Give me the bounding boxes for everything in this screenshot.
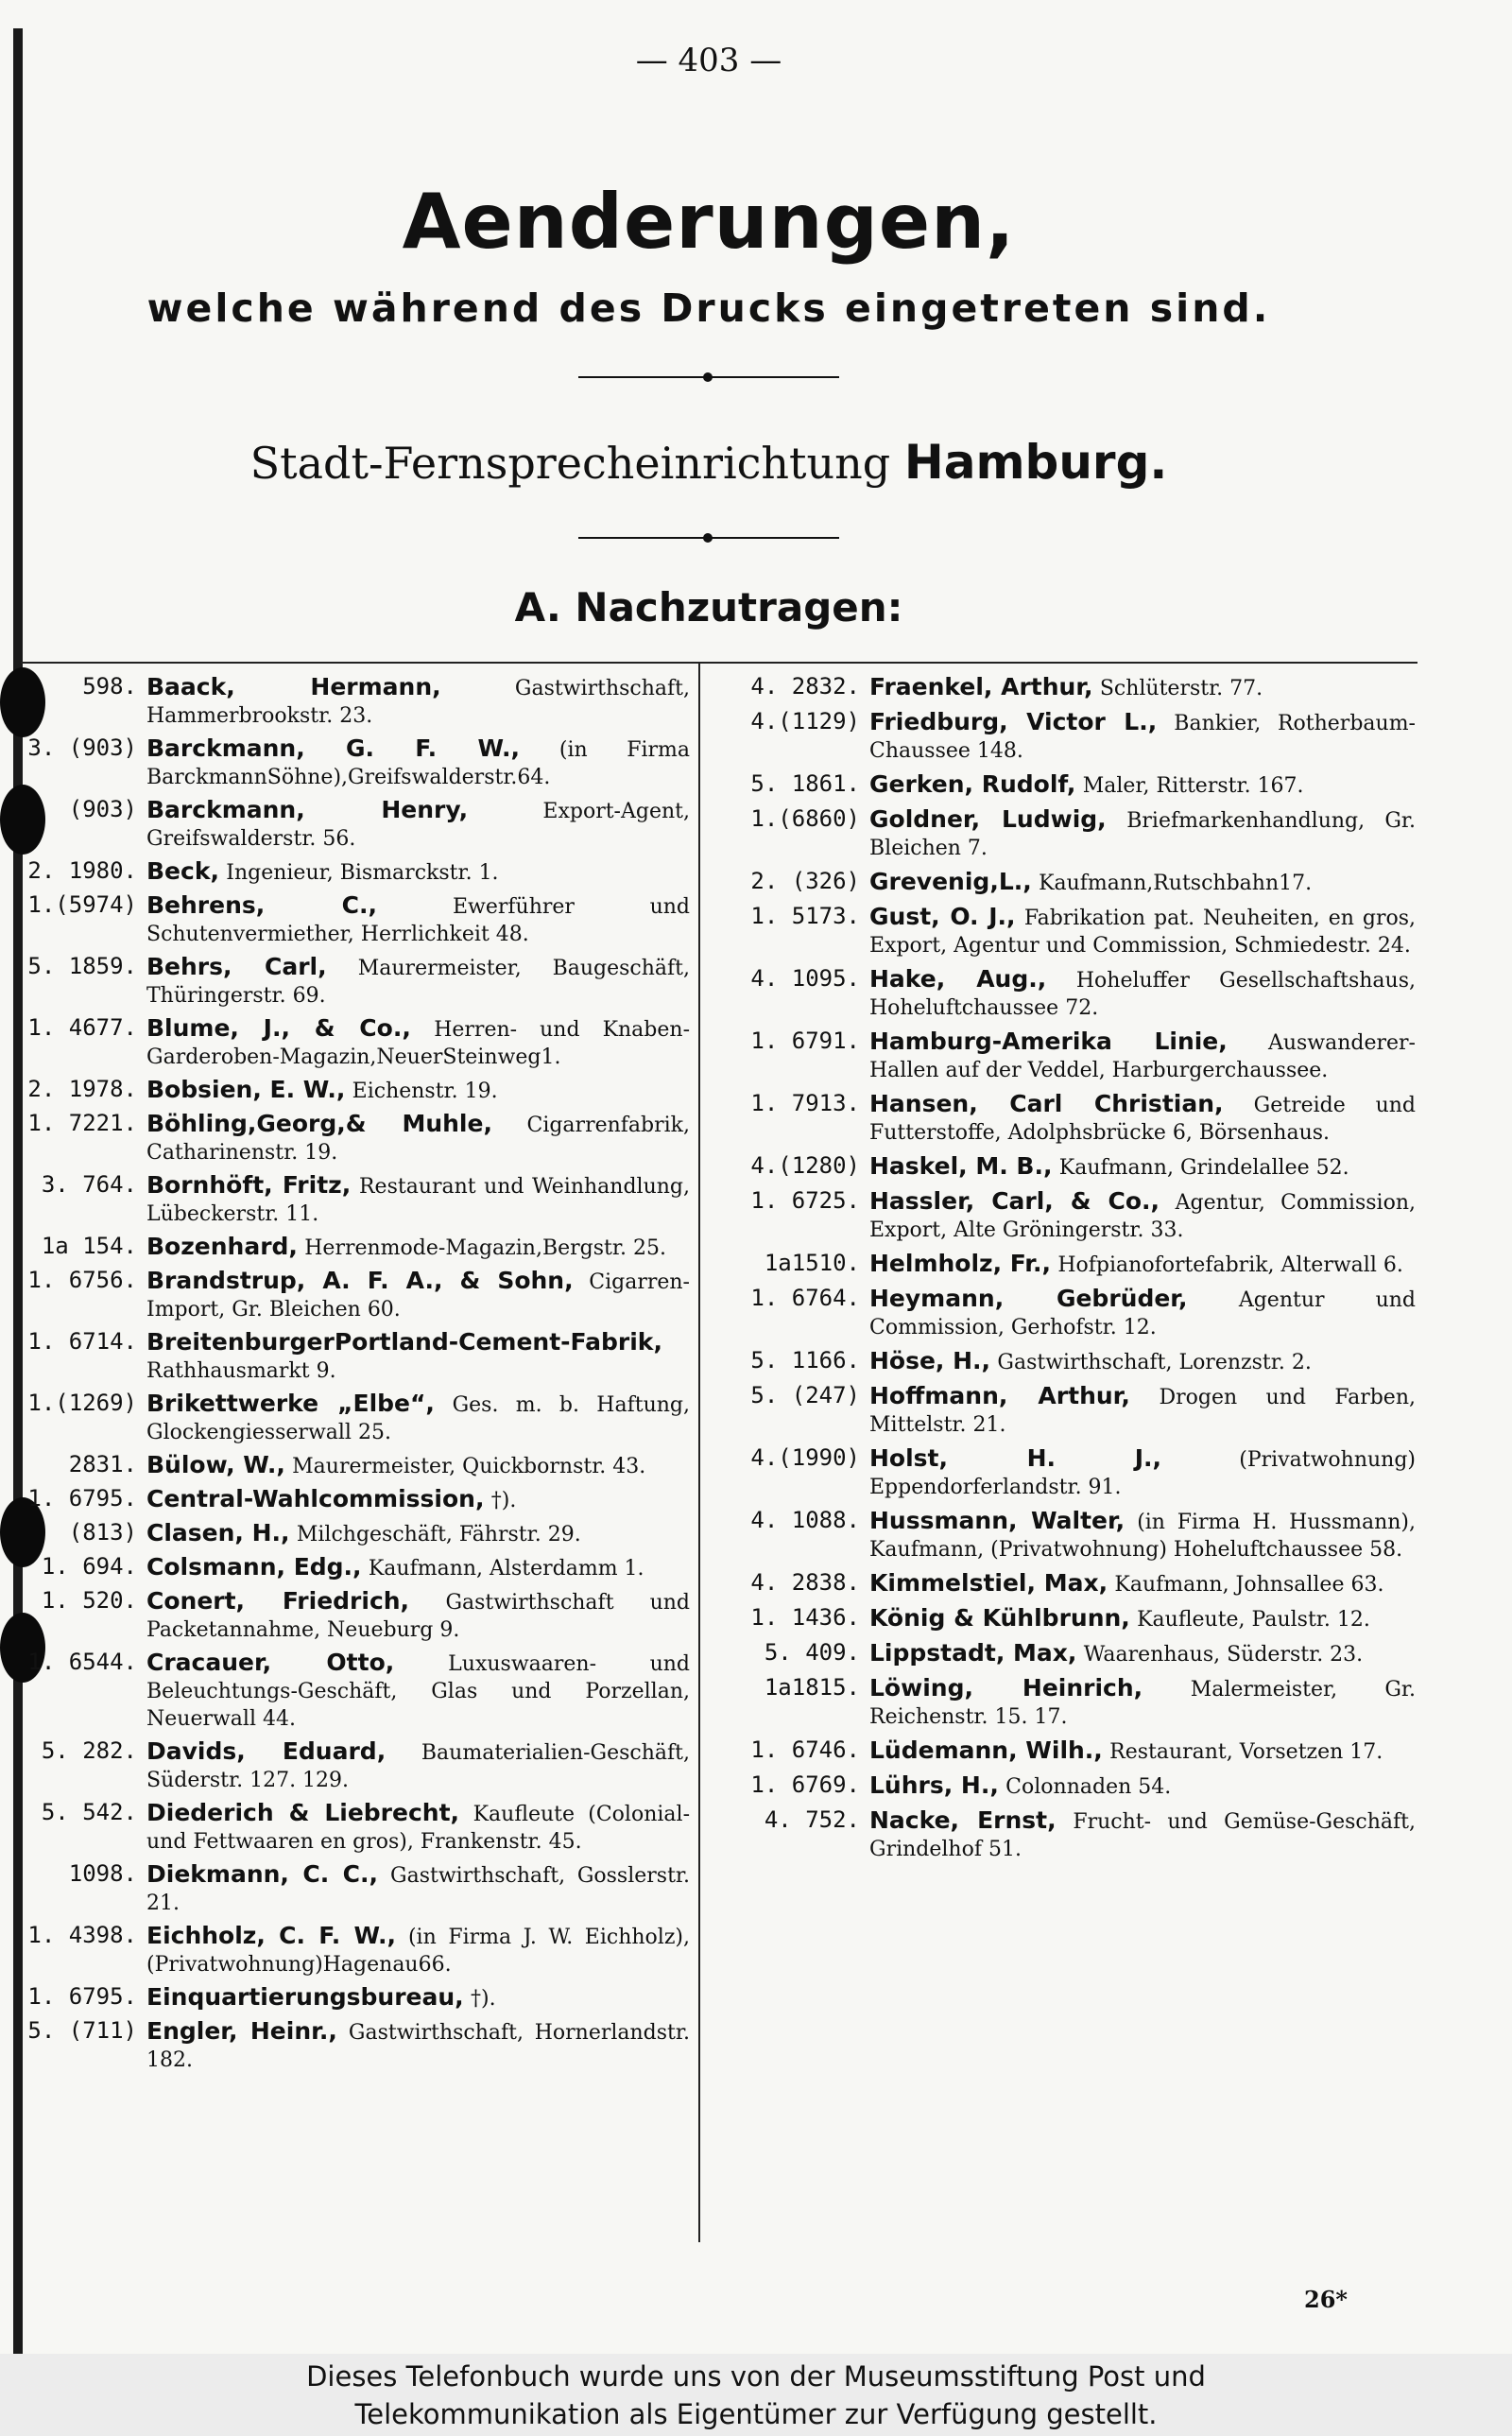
subscriber-name: Behrens, C.,: [146, 891, 377, 919]
phone-number: 1. 6714.: [27, 1328, 137, 1355]
page-subtitle: welche während des Drucks eingetreten sind.: [146, 285, 1271, 331]
section-prefix: Stadt-Fernsprecheinrichtung: [249, 438, 891, 489]
directory-entry: [726, 868, 1416, 897]
subscriber-name: Löwing, Heinrich,: [869, 1674, 1143, 1702]
subscriber-name: Hake, Aug.,: [869, 965, 1047, 993]
directory-entry: [9, 2017, 690, 2074]
phone-number: 1.(5974): [27, 891, 137, 918]
entry-text: [869, 965, 1416, 1022]
entry-text: [146, 1171, 690, 1228]
entry-text: [146, 953, 690, 1010]
entry-text: [146, 1110, 690, 1166]
subscriber-name: Holst, H. J.,: [869, 1444, 1161, 1472]
entry-text: [146, 1014, 690, 1071]
phone-number: 1. 6795.: [27, 1983, 137, 2010]
directory-entry: [726, 1382, 1416, 1439]
directory-entry: [726, 1604, 1416, 1633]
directory-entry: [9, 953, 690, 1010]
directory-entry: [726, 1152, 1416, 1182]
subscriber-name: Clasen, H.,: [146, 1519, 290, 1546]
subscriber-name: Diederich & Liebrecht,: [146, 1799, 460, 1826]
directory-entry: [9, 1983, 690, 2013]
directory-entry: [9, 1649, 690, 1733]
phone-number: 4. 2832.: [750, 673, 860, 700]
subscriber-name: Haskel, M. B.,: [869, 1152, 1053, 1180]
directory-entry: [9, 1587, 690, 1644]
subscriber-details: Herrenmode-Magazin,Bergstr. 25.: [304, 1236, 666, 1260]
table-rule: [21, 662, 1418, 664]
subscriber-details: (in Firma H. Hussmann), Kaufmann, (Privatwohnung) Hoheluftchaussee 58.: [869, 1511, 1416, 1562]
subscriber-name: Lührs, H.,: [869, 1771, 999, 1799]
entry-text: [146, 1451, 690, 1480]
subscriber-details: Gastwirthschaft, Hammerbrookstr. 23.: [146, 677, 690, 728]
subscriber-details: Kaufleute, Paulstr. 12.: [1137, 1608, 1370, 1632]
subscriber-details: Baumaterialien-Geschäft, Süderstr. 127. 129.: [146, 1741, 691, 1792]
directory-entry: [726, 1285, 1416, 1341]
subscriber-name: Helmholz, Fr.,: [869, 1250, 1052, 1277]
subscriber-name: Engler, Heinr.,: [146, 2017, 337, 2045]
subscriber-details: Restaurant und Weinhandlung, Lübeckerstr. 11.: [146, 1175, 690, 1226]
phone-number: 5. 409.: [764, 1639, 860, 1666]
subscriber-details: Schlüterstr. 77.: [1099, 677, 1263, 700]
footer-line: Telekommunikation als Eigentümer zur Verfügung gestellt.: [354, 2398, 1158, 2430]
subscriber-name: Bozenhard,: [146, 1233, 298, 1260]
entry-text: [146, 857, 690, 887]
subscriber-name: Grevenig,L.,: [869, 868, 1032, 895]
entry-text: [146, 1233, 690, 1262]
subscriber-name: Heymann, Gebrüder,: [869, 1285, 1188, 1312]
entry-text: [869, 1285, 1416, 1341]
directory-entry: [9, 1076, 690, 1105]
subscriber-details: Frucht- und Gemüse-Geschäft, Grindelhof 51.: [869, 1810, 1416, 1861]
subscriber-details: (in Firma J. W. Eichholz),(Privatwohnung)Hagenau66.: [146, 1926, 690, 1977]
phone-number: 1. 6769.: [750, 1771, 860, 1798]
entry-text: [869, 1806, 1416, 1863]
phone-number: 1a1510.: [764, 1250, 860, 1276]
phone-number: 1. 6764.: [750, 1285, 860, 1311]
entry-text: [869, 673, 1416, 702]
subscriber-name: Hansen, Carl Christian,: [869, 1090, 1224, 1117]
phone-number: 1.(1269): [27, 1390, 137, 1416]
directory-entry: [726, 1674, 1416, 1731]
entry-text: [146, 1328, 690, 1385]
phone-number: 2. 1978.: [27, 1076, 137, 1102]
phone-number: 1. 1436.: [750, 1604, 860, 1631]
phone-number: 5. 1861.: [750, 770, 860, 797]
subscriber-details: Kaufmann,Rutschbahn17.: [1039, 872, 1313, 895]
phone-number: 5. (711): [27, 2017, 137, 2044]
entry-text: [869, 1028, 1416, 1084]
phone-number: 4. 1095.: [750, 965, 860, 992]
directory-entry: [9, 1922, 690, 1978]
entry-text: [869, 903, 1416, 959]
directory-entry: [9, 1519, 690, 1548]
subscriber-name: Barckmann, Henry,: [146, 796, 469, 823]
directory-entry: [726, 1347, 1416, 1376]
footer-line: Dieses Telefonbuch wurde uns von der Museumsstiftung Post und: [306, 2360, 1206, 2393]
subscriber-name: Gerken, Rudolf,: [869, 770, 1076, 798]
subscriber-name: Eichholz, C. F. W.,: [146, 1922, 397, 1949]
entry-text: [869, 1347, 1416, 1376]
subscriber-details: Drogen und Farben, Mittelstr. 21.: [869, 1386, 1416, 1437]
subscriber-name: Blume, J., & Co.,: [146, 1014, 411, 1042]
subscriber-name: Colsmann, Edg.,: [146, 1553, 362, 1581]
phone-number: 3. (903): [27, 734, 137, 761]
phone-number: 5. (247): [750, 1382, 860, 1408]
subscriber-details: Malermeister, Gr. Reichenstr. 15. 17.: [869, 1678, 1416, 1729]
subscriber-name: Hassler, Carl, & Co.,: [869, 1187, 1160, 1215]
subscriber-details: Maler, Ritterstr. 167.: [1082, 774, 1304, 798]
subscriber-details: Auswanderer-Hallen auf der Veddel, Harburgerchaussee.: [869, 1031, 1416, 1082]
phone-number: 5. 282.: [41, 1737, 137, 1764]
entry-text: [146, 1553, 690, 1582]
phone-number: 1. 694.: [41, 1553, 137, 1580]
section-city: Hamburg.: [903, 435, 1168, 490]
phone-number: 3. 764.: [41, 1171, 137, 1198]
footer-notice: [0, 2354, 1512, 2436]
phone-number: 4. 1088.: [750, 1507, 860, 1533]
subscriber-name: Lüdemann, Wilh.,: [869, 1736, 1103, 1764]
subscriber-name: Barckmann, G. F. W.,: [146, 734, 520, 762]
subscriber-name: Lippstadt, Max,: [869, 1639, 1077, 1667]
entry-text: [146, 734, 690, 791]
directory-entry: [726, 673, 1416, 702]
subscriber-name: Hamburg-Amerika Linie,: [869, 1028, 1228, 1055]
directory-entry: [726, 1187, 1416, 1244]
subscriber-details: Luxuswaaren- und Beleuchtungs-Geschäft, Glas und Porzellan, Neuerwall 44.: [146, 1652, 691, 1731]
phone-number: 1. 4398.: [27, 1922, 137, 1948]
entry-text: [869, 1736, 1416, 1766]
entry-text: [869, 1382, 1416, 1439]
directory-entry: [9, 1014, 690, 1071]
subscriber-name: Hoffmann, Arthur,: [869, 1382, 1130, 1409]
entry-text: [869, 1152, 1416, 1182]
entry-text: [146, 1799, 690, 1856]
subscriber-name: Cracauer, Otto,: [146, 1649, 395, 1676]
entry-text: [869, 1250, 1416, 1279]
entry-text: [869, 1674, 1416, 1731]
directory-entry: [726, 1028, 1416, 1084]
subscriber-details: Restaurant, Vorsetzen 17.: [1109, 1740, 1383, 1764]
phone-number: 5. 542.: [41, 1799, 137, 1825]
phone-number: (903): [68, 796, 137, 822]
entry-text: [146, 1267, 690, 1323]
subsection-heading: A. Nachzutragen:: [514, 584, 903, 631]
directory-entry: [726, 1507, 1416, 1564]
directory-entry: [726, 1736, 1416, 1766]
phone-number: 5. 1166.: [750, 1347, 860, 1373]
entry-text: [869, 1639, 1416, 1668]
subscriber-details: Bankier, Rotherbaum-Chaussee 148.: [869, 712, 1416, 763]
subscriber-details: (in Firma BarckmannSöhne),Greifswalderstr.64.: [146, 738, 691, 789]
phone-number: 1. 5173.: [750, 903, 860, 929]
subscriber-name: Friedburg, Victor L.,: [869, 708, 1158, 735]
entry-text: [869, 1090, 1416, 1147]
entry-text: [146, 1587, 690, 1644]
entry-text: [869, 1507, 1416, 1564]
entry-text: [146, 1519, 690, 1548]
subscriber-details: Briefmarkenhandlung, Gr. Bleichen 7.: [869, 809, 1417, 860]
subscriber-name: Bülow, W.,: [146, 1451, 285, 1478]
directory-entry: [726, 1806, 1416, 1863]
directory-entry: [9, 1171, 690, 1228]
subscriber-details: Ingenieur, Bismarckstr. 1.: [226, 861, 499, 885]
subscriber-details: Milchgeschäft, Fährstr. 29.: [296, 1523, 581, 1546]
subscriber-details: Agentur, Commission, Export, Alte Gröningerstr. 33.: [869, 1191, 1416, 1242]
subscriber-details: Kaufmann, Grindelallee 52.: [1058, 1156, 1349, 1180]
phone-number: (813): [68, 1519, 137, 1546]
entry-text: [869, 1604, 1416, 1633]
phone-number: 598.: [82, 673, 137, 700]
subscriber-name: Davids, Eduard,: [146, 1737, 387, 1765]
subscriber-details: Herren- und Knaben-Garderoben-Magazin,NeuerSteinweg1.: [146, 1018, 691, 1069]
subscriber-name: Baack, Hermann,: [146, 673, 441, 700]
subscriber-name: Fraenkel, Arthur,: [869, 673, 1093, 700]
directory-entry: [9, 796, 690, 853]
subscriber-details: Maurermeister, Quickbornstr. 43.: [292, 1455, 646, 1478]
phone-number: 1a1815.: [764, 1674, 860, 1701]
directory-entry: [9, 1553, 690, 1582]
entry-text: [146, 891, 690, 948]
directory-entry: [726, 965, 1416, 1022]
subscriber-name: Bornhöft, Fritz,: [146, 1171, 352, 1199]
subscriber-name: Hussmann, Walter,: [869, 1507, 1125, 1534]
phone-number: 1. 7913.: [750, 1090, 860, 1116]
phone-number: 5. 1859.: [27, 953, 137, 979]
directory-entry: [726, 1444, 1416, 1501]
subscriber-name: Behrs, Carl,: [146, 953, 327, 980]
subscriber-details: Cigarrenfabrik, Catharinenstr. 19.: [146, 1114, 690, 1165]
phone-number: 1. 4677.: [27, 1014, 137, 1041]
entry-text: [146, 673, 690, 730]
phone-number: 2831.: [68, 1451, 137, 1477]
entry-text: [869, 1771, 1416, 1801]
entry-text: [146, 1983, 690, 2013]
directory-entry: [9, 1485, 690, 1514]
directory-entry: [9, 891, 690, 948]
entry-text: [146, 1922, 690, 1978]
subscriber-details: Ewerführer und Schutenvermiether, Herrlichkeit 48.: [146, 895, 691, 946]
subscriber-details: Ges. m. b. Haftung, Glockengiesserwall 25.: [146, 1393, 690, 1444]
subscriber-details: Fabrikation pat. Neuheiten, en gros, Export, Agentur und Commission, Schmiedestr. 24.: [869, 907, 1416, 958]
signature-mark: 26*: [1304, 2286, 1348, 2313]
subscriber-details: Export-Agent, Greifswalderstr. 56.: [146, 800, 690, 851]
subscriber-details: Hofpianofortefabrik, Alterwall 6.: [1057, 1253, 1403, 1277]
directory-entry: [9, 1233, 690, 1262]
phone-number: 1. 7221.: [27, 1110, 137, 1136]
phone-number: 1. 6746.: [750, 1736, 860, 1763]
entry-text: [146, 2017, 690, 2074]
subscriber-details: Colonnaden 54.: [1005, 1775, 1172, 1799]
phone-number: 1.(6860): [750, 805, 860, 832]
subscriber-details: Rathhausmarkt 9.: [146, 1359, 336, 1383]
subscriber-name: Beck,: [146, 857, 219, 885]
left-column: [9, 673, 690, 2079]
phone-number: 1a 154.: [41, 1233, 137, 1259]
entry-text: [146, 1076, 690, 1105]
directory-entry: [9, 1799, 690, 1856]
subscriber-details: †).: [470, 1987, 496, 2011]
directory-entry: [726, 1090, 1416, 1147]
column-rule: [698, 664, 700, 2242]
entry-text: [146, 1860, 690, 1917]
directory-entry: [726, 708, 1416, 765]
entry-text: [869, 805, 1416, 862]
subscriber-name: Gust, O. J.,: [869, 903, 1016, 930]
subscriber-details: Kaufmann, Johnsallee 63.: [1114, 1573, 1384, 1597]
phone-number: 4. 2838.: [750, 1569, 860, 1596]
section-heading: [0, 435, 1418, 490]
directory-entry: [9, 1328, 690, 1385]
phone-number: 2. 1980.: [27, 857, 137, 884]
entry-text: [146, 1485, 690, 1514]
phone-number: 1. 520.: [41, 1587, 137, 1614]
entry-text: [869, 770, 1416, 800]
subscriber-details: Kaufmann, Alsterdamm 1.: [368, 1557, 644, 1581]
page-number: — 403 —: [635, 42, 782, 79]
phone-number: 4. 752.: [764, 1806, 860, 1833]
phone-number: 4.(1990): [750, 1444, 860, 1471]
subscriber-details: Maurermeister, Baugeschäft, Thüringerstr. 69.: [146, 957, 690, 1008]
subscriber-name: Diekmann, C. C.,: [146, 1860, 378, 1888]
subscriber-name: Höse, H.,: [869, 1347, 991, 1374]
directory-entry: [726, 903, 1416, 959]
directory-entry: [9, 857, 690, 887]
entry-text: [869, 1569, 1416, 1598]
subscriber-name: Nacke, Ernst,: [869, 1806, 1057, 1834]
directory-entry: [9, 1390, 690, 1446]
directory-entry: [9, 1110, 690, 1166]
subscriber-name: Brikettwerke „Elbe“,: [146, 1390, 435, 1417]
subscriber-details: Kaufleute (Colonial- und Fettwaaren en gros), Frankenstr. 45.: [146, 1803, 691, 1854]
entry-text: [146, 1737, 690, 1794]
entry-text: [146, 1390, 690, 1446]
subscriber-details: Gastwirthschaft, Gosslerstr. 21.: [146, 1864, 691, 1915]
directory-entry: [9, 1267, 690, 1323]
page-title: Aenderungen,: [402, 178, 1016, 266]
entry-text: [146, 1649, 690, 1733]
directory-entry: [9, 1737, 690, 1794]
subscriber-details: Gastwirthschaft, Lorenzstr. 2.: [997, 1351, 1312, 1374]
subscriber-details: (Privatwohnung) Eppendorferlandstr. 91.: [869, 1448, 1416, 1499]
directory-entry: [9, 734, 690, 791]
phone-number: 1098.: [68, 1860, 137, 1887]
directory-entry: [726, 1250, 1416, 1279]
phone-number: 1. 6544.: [27, 1649, 137, 1675]
subscriber-details: Hoheluffer Gesellschaftshaus, Hoheluftchaussee 72.: [869, 969, 1416, 1020]
subscriber-name: Böhling,Georg,& Muhle,: [146, 1110, 492, 1137]
phone-number: 2. (326): [750, 868, 860, 894]
subscriber-details: Eichenstr. 19.: [352, 1080, 498, 1103]
phone-number: 4.(1280): [750, 1152, 860, 1179]
subscriber-details: Cigarren-Import, Gr. Bleichen 60.: [146, 1270, 690, 1322]
entry-text: [869, 1187, 1416, 1244]
ornament-divider: [578, 537, 839, 539]
directory-entry: [726, 1639, 1416, 1668]
subscriber-details: Waarenhaus, Süderstr. 23.: [1083, 1643, 1364, 1667]
entry-text: [869, 708, 1416, 765]
phone-number: 4.(1129): [750, 708, 860, 734]
subscriber-name: Conert, Friedrich,: [146, 1587, 410, 1615]
right-column: [726, 673, 1416, 1869]
ornament-divider: [578, 376, 839, 378]
subscriber-details: Getreide und Futterstoffe, Adolphsbrücke 6, Börsenhaus.: [869, 1094, 1417, 1145]
subscriber-name: Central-Wahlcommission,: [146, 1485, 485, 1512]
directory-entry: [726, 770, 1416, 800]
directory-entry: [9, 1860, 690, 1917]
subscriber-name: Bobsien, E. W.,: [146, 1076, 346, 1103]
phone-number: 1. 6795.: [27, 1485, 137, 1512]
subscriber-details: Gastwirthschaft und Packetannahme, Neueburg 9.: [146, 1591, 691, 1642]
entry-text: [869, 868, 1416, 897]
subscriber-name: BreitenburgerPortland-Cement-Fabrik,: [146, 1328, 662, 1356]
subscriber-details: Gastwirthschaft, Hornerlandstr. 182.: [146, 2021, 690, 2072]
subscriber-name: Brandstrup, A. F. A., & Sohn,: [146, 1267, 574, 1294]
directory-entry: [9, 1451, 690, 1480]
subscriber-details: †).: [490, 1489, 517, 1512]
phone-number: 1. 6791.: [750, 1028, 860, 1054]
directory-entry: [9, 673, 690, 730]
entry-text: [869, 1444, 1416, 1501]
directory-entry: [726, 1569, 1416, 1598]
subscriber-name: Kimmelstiel, Max,: [869, 1569, 1108, 1597]
directory-entry: [726, 805, 1416, 862]
phone-number: 1. 6756.: [27, 1267, 137, 1293]
entry-text: [146, 796, 690, 853]
subscriber-name: Goldner, Ludwig,: [869, 805, 1107, 833]
phone-number: 1. 6725.: [750, 1187, 860, 1214]
subscriber-name: Einquartierungsbureau,: [146, 1983, 464, 2011]
subscriber-details: Agentur und Commission, Gerhofstr. 12.: [869, 1288, 1416, 1339]
subscriber-name: König & Kühlbrunn,: [869, 1604, 1130, 1632]
directory-entry: [726, 1771, 1416, 1801]
